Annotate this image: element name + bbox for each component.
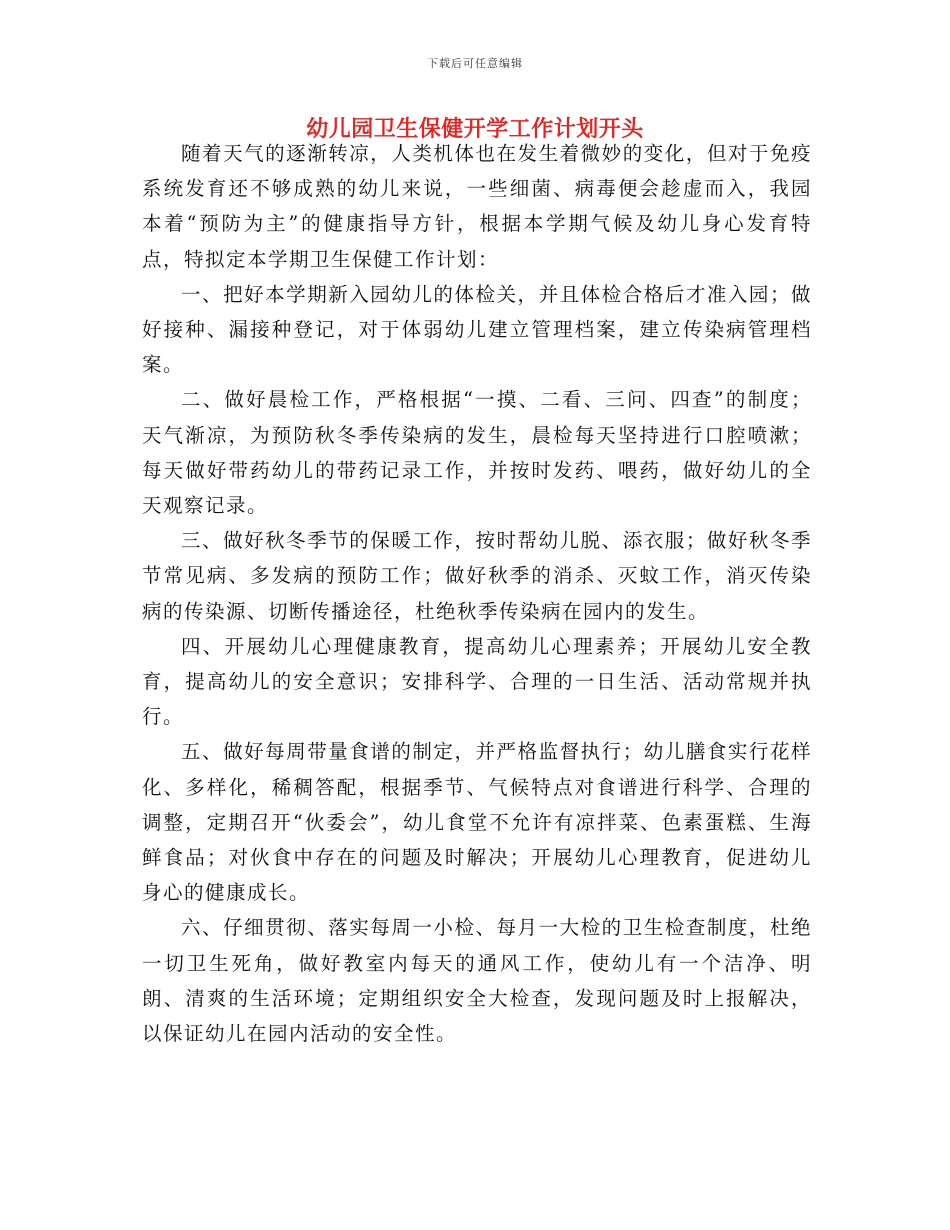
header-note: 下载后可任意编辑	[427, 57, 523, 70]
paragraph-item-5: 五、做好每周带量食谱的制定，并严格监督执行；幼儿膳食实行花样化、多样化，稀稠答配，根据季节、气候特点对食谱进行科学、合理的调整，定期召开“伙委会”，幼儿食堂不允许有凉拌菜、色素蛋糕、生海鲜食品；对伙食中存在的问题及时解决；开展幼儿心理教育，促进幼儿身心的健康成长。	[142, 740, 812, 905]
paragraph-intro: 随着天气的逐渐转凉，人类机体也在发生着微妙的变化，但对于免疫系统发育还不够成熟的幼儿来说，一些细菌、病毒便会趁虚而入，我园本着“预防为主”的健康指导方针，根据本学期气候及幼儿身心发育特点，特拟定本学期卫生保健工作计划：	[142, 142, 812, 271]
paragraph-item-3: 三、做好秋冬季节的保暖工作，按时帮幼儿脱、添衣服；做好秋冬季节常见病、多发病的预防工作；做好秋季的消杀、灭蚊工作，消灭传染病的传染源、切断传播途径，杜绝秋季传染病在园内的发生。	[142, 529, 812, 623]
paragraph-item-4: 四、开展幼儿心理健康教育，提高幼儿心理素养；开展幼儿安全教育，提高幼儿的安全意识；安排科学、合理的一日生活、活动常规并执行。	[142, 634, 812, 729]
paragraph-item-1: 一、把好本学期新入园幼儿的体检关，并且体检合格后才准入园；做好接种、漏接种登记，对于体弱幼儿建立管理档案，建立传染病管理档案。	[142, 282, 812, 377]
document-title: 幼儿园卫生保健开学工作计划开头	[306, 117, 644, 142]
paragraph-item-2: 二、做好晨检工作，严格根据“一摸、二看、三问、四查”的制度；天气渐凉，为预防秋冬季传染病的发生，晨检每天坚持进行口腔喷漱；每天做好带药幼儿的带药记录工作，并按时发药、喂药，做好幼儿的全天观察记录。	[142, 388, 812, 518]
paragraph-item-6: 六、仔细贯彻、落实每周一小检、每月一大检的卫生检查制度，杜绝一切卫生死角，做好教室内每天的通风工作，使幼儿有一个洁净、明朗、清爽的生活环境；定期组织安全大检查，发现问题及时上报解决，以保证幼儿在园内活动的安全性。	[142, 916, 812, 1046]
document-body	[142, 136, 812, 1051]
